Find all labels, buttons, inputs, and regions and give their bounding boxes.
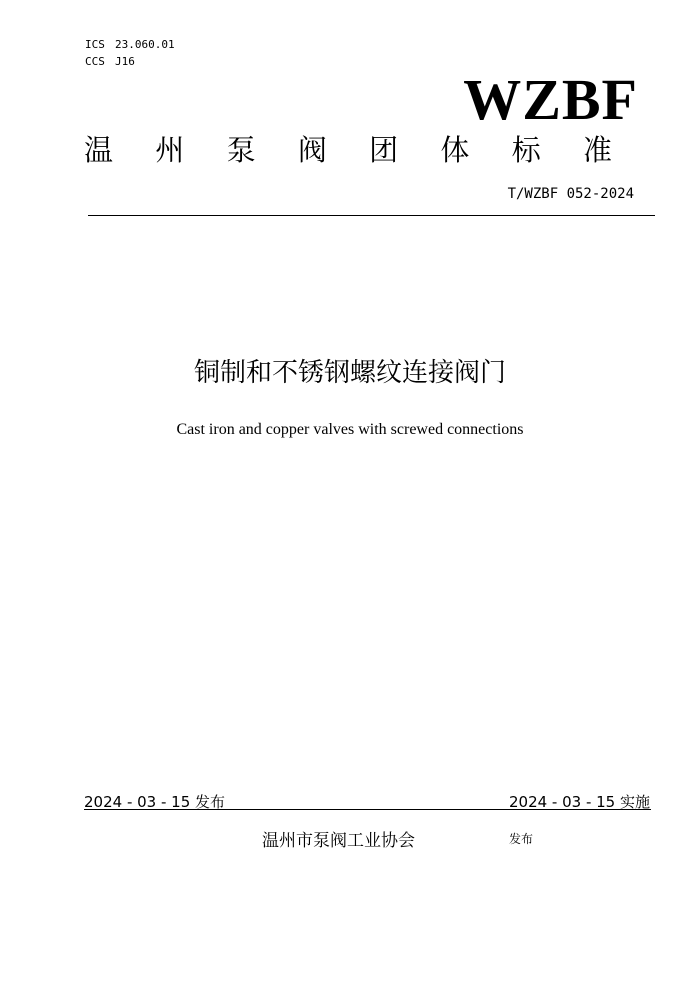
- standard-type-char: 团: [369, 133, 399, 167]
- standard-type-title: [84, 132, 612, 168]
- document-title-en: Cast iron and copper valves with screwed connections: [176, 421, 524, 438]
- implement-date: 2024 - 03 - 15 实施: [508, 793, 650, 811]
- standard-type-char: 州: [155, 133, 185, 167]
- issuer-suffix: 发布: [509, 832, 534, 846]
- issuer-name: 温州市泵阀工业协会: [262, 831, 415, 851]
- ccs-label: CCS: [85, 55, 105, 68]
- standard-type-char: 温: [84, 133, 114, 167]
- standard-type-char: 标: [511, 133, 541, 167]
- publish-date: 2024 - 03 - 15 发布: [84, 793, 226, 811]
- standard-type-char: 准: [582, 133, 612, 167]
- footer-divider: [84, 809, 651, 810]
- standard-type-char: 泵: [226, 133, 256, 167]
- ccs-value: J16: [115, 55, 135, 68]
- ics-value: 23.060.01: [115, 38, 175, 51]
- standard-number: T/WZBF 052-2024: [507, 186, 634, 202]
- classification-codes: [85, 36, 175, 70]
- ics-row: [85, 36, 175, 53]
- document-title-zh: 铜制和不锈钢螺纹连接阀门: [193, 358, 506, 388]
- header-divider: [88, 215, 655, 216]
- ics-label: ICS: [85, 38, 105, 51]
- standard-type-char: 阀: [297, 133, 327, 167]
- standard-type-char: 体: [440, 133, 470, 167]
- ccs-row: [85, 53, 175, 70]
- wzbf-logo: WZBF: [463, 67, 638, 132]
